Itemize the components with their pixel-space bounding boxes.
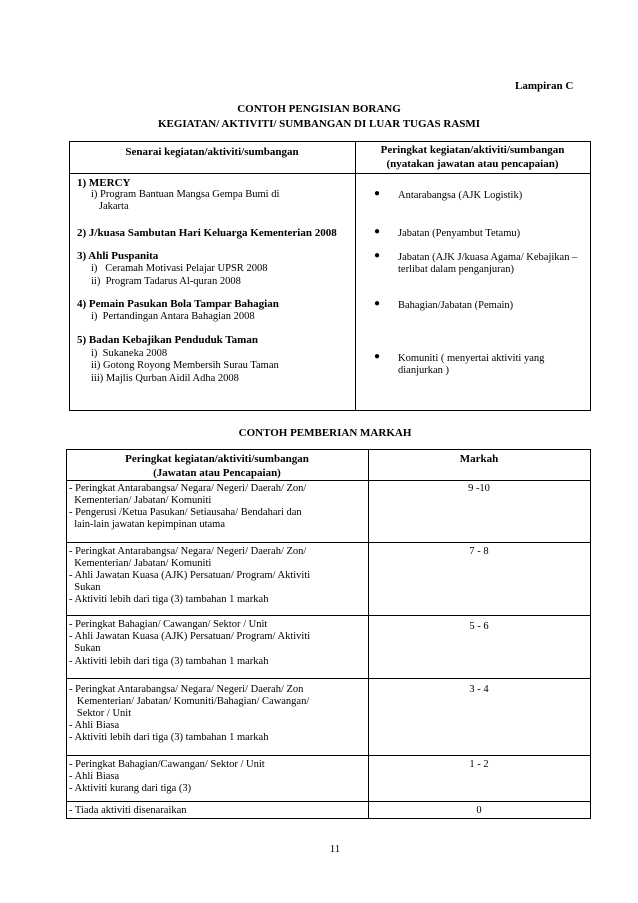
group-item: iii) Majlis Qurban Aidil Adha 2008	[91, 373, 239, 384]
table2-header-left-1: Peringkat kegiatan/aktiviti/sumbangan	[125, 453, 309, 465]
row-mark: 1 - 2	[469, 759, 489, 770]
table1-header-left: Senarai kegiatan/aktiviti/sumbangan	[125, 146, 299, 158]
row-line: Sukan	[69, 643, 101, 654]
bullet-icon: ●	[374, 351, 381, 362]
row-line: - Aktiviti lebih dari tiga (3) tambahan 1 markah	[69, 656, 269, 667]
row-line: Kementerian/ Jabatan/ Komuniti/Bahagian/ Cawangan/	[69, 696, 310, 707]
row-mark: 0	[476, 805, 482, 816]
table2-header-right: Markah	[459, 453, 499, 465]
row-line: - Pengerusi /Ketua Pasukan/ Setiausaha/ Bendahari dan	[69, 507, 302, 518]
group-item: Jakarta	[91, 201, 129, 212]
group-heading: 2) J/kuasa Sambutan Hari Keluarga Kementerian 2008	[77, 227, 337, 239]
page-number: 11	[329, 843, 341, 855]
title-line-2: KEGIATAN/ AKTIVITI/ SUMBANGAN DI LUAR TUGAS RASMI	[157, 118, 481, 130]
group-level-cont: dianjurkan )	[398, 365, 450, 376]
row-line: - Peringkat Antarabangsa/ Negara/ Negeri/ Daerah/ Zon/	[69, 483, 307, 494]
row-line: - Ahli Jawatan Kuasa (AJK) Persatuan/ Program/ Aktiviti	[69, 570, 311, 581]
table2-header-left-2: (Jawatan atau Pencapaian)	[153, 467, 281, 479]
group-level-cont: terlibat dalam penganjuran)	[398, 264, 515, 275]
row-line: Kementerian/ Jabatan/ Komuniti	[69, 558, 212, 569]
section2-title: CONTOH PEMBERIAN MARKAH	[238, 427, 412, 439]
row-line: - Ahli Biasa	[69, 771, 120, 782]
row-line: - Aktiviti kurang dari tiga (3)	[69, 783, 192, 794]
group-heading: 5) Badan Kebajikan Penduduk Taman	[77, 334, 258, 346]
row-line: Sektor / Unit	[69, 708, 132, 719]
group-item: i) Program Bantuan Mangsa Gempa Bumi di	[91, 189, 280, 200]
row-line: lain-lain jawatan kepimpinan utama	[69, 519, 225, 530]
group-item: i) Ceramah Motivasi Pelajar UPSR 2008	[91, 263, 268, 274]
row-line: - Peringkat Antarabangsa/ Negara/ Negeri/ Daerah/ Zon	[69, 684, 304, 695]
row-line: - Peringkat Bahagian/Cawangan/ Sektor / Unit	[69, 759, 265, 770]
row-line: - Ahli Biasa	[69, 720, 120, 731]
group-level: Komuniti ( menyertai aktiviti yang	[398, 353, 545, 364]
group-heading: 3) Ahli Puspanita	[77, 250, 159, 262]
bullet-icon: ●	[374, 226, 381, 237]
row-line: - Tiada aktiviti disenaraikan	[69, 805, 187, 816]
row-line: - Peringkat Bahagian/ Cawangan/ Sektor / Unit	[69, 619, 268, 630]
bullet-icon: ●	[374, 188, 381, 199]
title-line-1: CONTOH PENGISIAN BORANG	[237, 103, 401, 115]
group-level: Antarabangsa (AJK Logistik)	[398, 190, 523, 201]
group-level: Jabatan (Penyambut Tetamu)	[398, 228, 521, 239]
group-item: i) Pertandingan Antara Bahagian 2008	[91, 311, 255, 322]
bullet-icon: ●	[374, 298, 381, 309]
bullet-icon: ●	[374, 250, 381, 261]
row-mark: 7 - 8	[469, 546, 489, 557]
row-line: Sukan	[69, 582, 101, 593]
table1-header-right-1: Peringkat kegiatan/aktiviti/sumbangan	[380, 144, 565, 156]
row-mark: 9 -10	[468, 483, 490, 494]
row-line: - Aktiviti lebih dari tiga (3) tambahan 1 markah	[69, 594, 269, 605]
row-mark: 3 - 4	[469, 684, 489, 695]
appendix-label: Lampiran C	[515, 80, 574, 92]
group-level: Bahagian/Jabatan (Pemain)	[398, 300, 514, 311]
row-line: - Peringkat Antarabangsa/ Negara/ Negeri/ Daerah/ Zon/	[69, 546, 307, 557]
group-item: ii) Program Tadarus Al-quran 2008	[91, 276, 241, 287]
table1-header-right-2: (nyatakan jawatan atau pencapaian)	[386, 158, 559, 170]
group-level: Jabatan (AJK J/kuasa Agama/ Kebajikan –	[398, 252, 578, 263]
group-heading: 4) Pemain Pasukan Bola Tampar Bahagian	[77, 298, 279, 310]
row-line: - Ahli Jawatan Kuasa (AJK) Persatuan/ Program/ Aktiviti	[69, 631, 311, 642]
row-mark: 5 - 6	[469, 621, 489, 632]
group-heading: 1) MERCY	[77, 177, 131, 189]
row-line: Kementerian/ Jabatan/ Komuniti	[69, 495, 212, 506]
group-item: ii) Gotong Royong Membersih Surau Taman	[91, 360, 279, 371]
row-line: - Aktiviti lebih dari tiga (3) tambahan 1 markah	[69, 732, 269, 743]
group-item: i) Sukaneka 2008	[91, 348, 168, 359]
